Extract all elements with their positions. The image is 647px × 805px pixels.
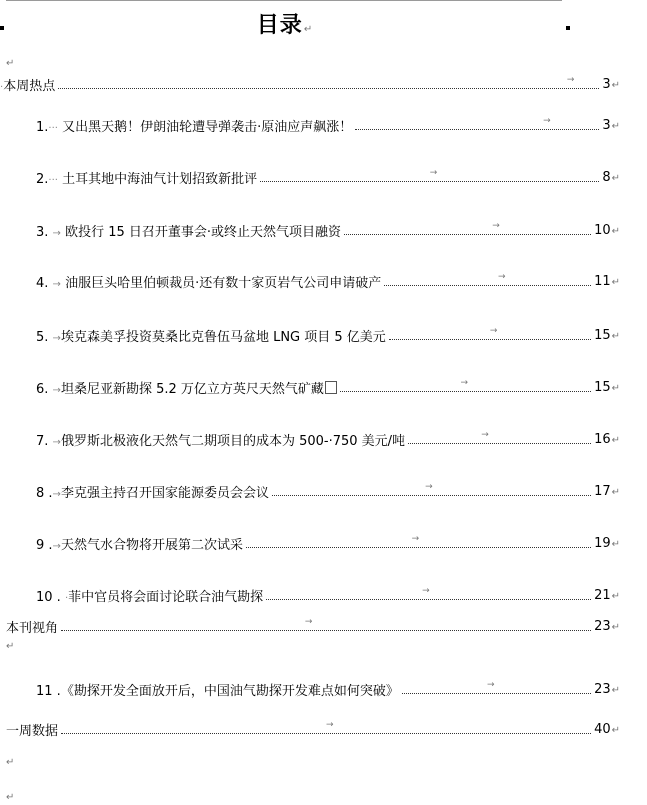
page-number: 15	[594, 327, 611, 343]
entry-text: 菲中官员将会面讨论联合油气勘探	[68, 589, 264, 605]
entry-text: 又出黑天鹅！伊朗油轮遭导弹袭击·原油应声飙涨！	[62, 119, 353, 135]
page-number: 3	[602, 76, 611, 92]
page-number: 23	[594, 681, 611, 697]
entry-text: 《勘探开发全面放开后，中国油气勘探开发难点如何突破》	[60, 683, 399, 699]
paragraph-mark: ↵	[6, 792, 15, 803]
toc-section-row[interactable]: 本刊视角 → 23↵	[6, 617, 620, 636]
page-number: 10	[594, 222, 611, 238]
toc-entry-row[interactable]: 4. → 油服巨头哈里伯顿裁员·还有数十家页岩气公司申请破产 → 11↵	[36, 272, 620, 291]
dot-leader: →	[260, 180, 599, 182]
page-number: 21	[594, 587, 611, 603]
section-label: 一周数据	[6, 723, 59, 739]
toc-entry-row[interactable]: 9 .→天然气水合物将开展第二次试采 → 19↵	[36, 534, 620, 553]
section-label: 本周热点	[3, 78, 56, 94]
page-number: 17	[594, 483, 611, 499]
page-number: 11	[594, 273, 611, 289]
dot-leader: →	[402, 692, 591, 694]
toc-entry-row[interactable]: 8 .→李克强主持召开国家能源委员会会议 → 17↵	[36, 482, 620, 501]
dot-leader: →	[389, 338, 591, 340]
toc-section-row[interactable]: ·本周热点 → 3↵	[0, 75, 620, 94]
paragraph-mark: ↵	[6, 58, 15, 69]
page-number: 15	[594, 379, 611, 395]
entry-text: 俄罗斯北极液化天然气二期项目的成本为 500-·750 美元/吨	[60, 433, 406, 449]
toc-title: 目录↵	[256, 13, 314, 38]
dot-leader: →	[246, 546, 591, 548]
entry-number: 11 .	[36, 683, 61, 699]
paragraph-mark: ↵	[6, 641, 15, 652]
toc-entry-row[interactable]: 2.··· 土耳其地中海油气计划招致新批评 → 8↵	[36, 168, 620, 187]
toc-entry-row[interactable]: 6. →坦桑尼亚新勘探 5.2 万亿立方英尺天然气矿藏 → 15↵	[36, 378, 620, 397]
page-number: 19	[594, 535, 611, 551]
toc-entry-row[interactable]: 7. →俄罗斯北极液化天然气二期项目的成本为 500-·750 美元/吨 → 16↵	[36, 430, 620, 449]
entry-number: 8 .	[36, 485, 53, 501]
page-number: 8	[602, 169, 611, 185]
toc-entry-row[interactable]: 11 .《勘探开发全面放开后，中国油气勘探开发难点如何突破》 → 23↵	[36, 680, 620, 699]
entry-number: 3.	[36, 224, 49, 240]
toc-entry-row[interactable]: 1.··· 又出黑天鹅！伊朗油轮遭导弹袭击·原油应声飙涨！ → 3↵	[36, 116, 620, 135]
entry-text: 坦桑尼亚新勘探 5.2 万亿立方英尺天然气矿藏	[60, 381, 324, 397]
entry-number: 10 .	[36, 589, 61, 605]
page-number: 16	[594, 431, 611, 447]
entry-number: 2.	[36, 171, 49, 187]
dot-leader: →	[58, 87, 599, 89]
entry-text: 埃克森美孚投资莫桑比克鲁伍马盆地 LNG 项目 5 亿美元	[60, 329, 386, 345]
toc-entry-row[interactable]: 10 . ·菲中官员将会面讨论联合油气勘探 → 21↵	[36, 586, 620, 605]
paragraph-mark: ↵	[6, 757, 15, 768]
unknown-glyph-box	[325, 381, 337, 394]
dot-leader: →	[266, 598, 591, 600]
dot-leader: →	[61, 732, 591, 734]
section-label: 本刊视角	[6, 620, 59, 636]
entry-text: 土耳其地中海油气计划招致新批评	[62, 171, 258, 187]
toc-entry-row[interactable]: 3. → 欧投行 15 日召开董事会·或终止天然气项目融资 → 10↵	[36, 221, 620, 240]
entry-text: 欧投行 15 日召开董事会·或终止天然气项目融资	[65, 224, 342, 240]
dot-leader: →	[272, 494, 591, 496]
entry-number: 7.	[36, 433, 49, 449]
toc-section-row[interactable]: 一周数据 → 40↵	[6, 720, 620, 739]
dot-leader: →	[344, 233, 591, 235]
entry-number: 9 .	[36, 537, 53, 553]
page-number: 23	[594, 618, 611, 634]
dot-leader: →	[61, 629, 591, 631]
dot-leader: →	[355, 128, 599, 130]
dot-leader: →	[408, 442, 591, 444]
top-border-line	[6, 0, 562, 1]
dot-leader: →	[340, 390, 591, 392]
entry-number: 6.	[36, 381, 49, 397]
entry-text: 油服巨头哈里伯顿裁员·还有数十家页岩气公司申请破产	[65, 275, 382, 291]
dot-leader: →	[384, 284, 591, 286]
page-number: 40	[594, 721, 611, 737]
toc-entry-row[interactable]: 5. →埃克森美孚投资莫桑比克鲁伍马盆地 LNG 项目 5 亿美元 → 15↵	[36, 326, 620, 345]
entry-text: 天然气水合物将开展第二次试采	[60, 537, 243, 553]
entry-text: 李克强主持召开国家能源委员会会议	[60, 485, 269, 501]
entry-number: 1.	[36, 119, 49, 135]
entry-number: 5.	[36, 329, 49, 345]
entry-number: 4.	[36, 275, 49, 291]
page-number: 3	[602, 117, 611, 133]
